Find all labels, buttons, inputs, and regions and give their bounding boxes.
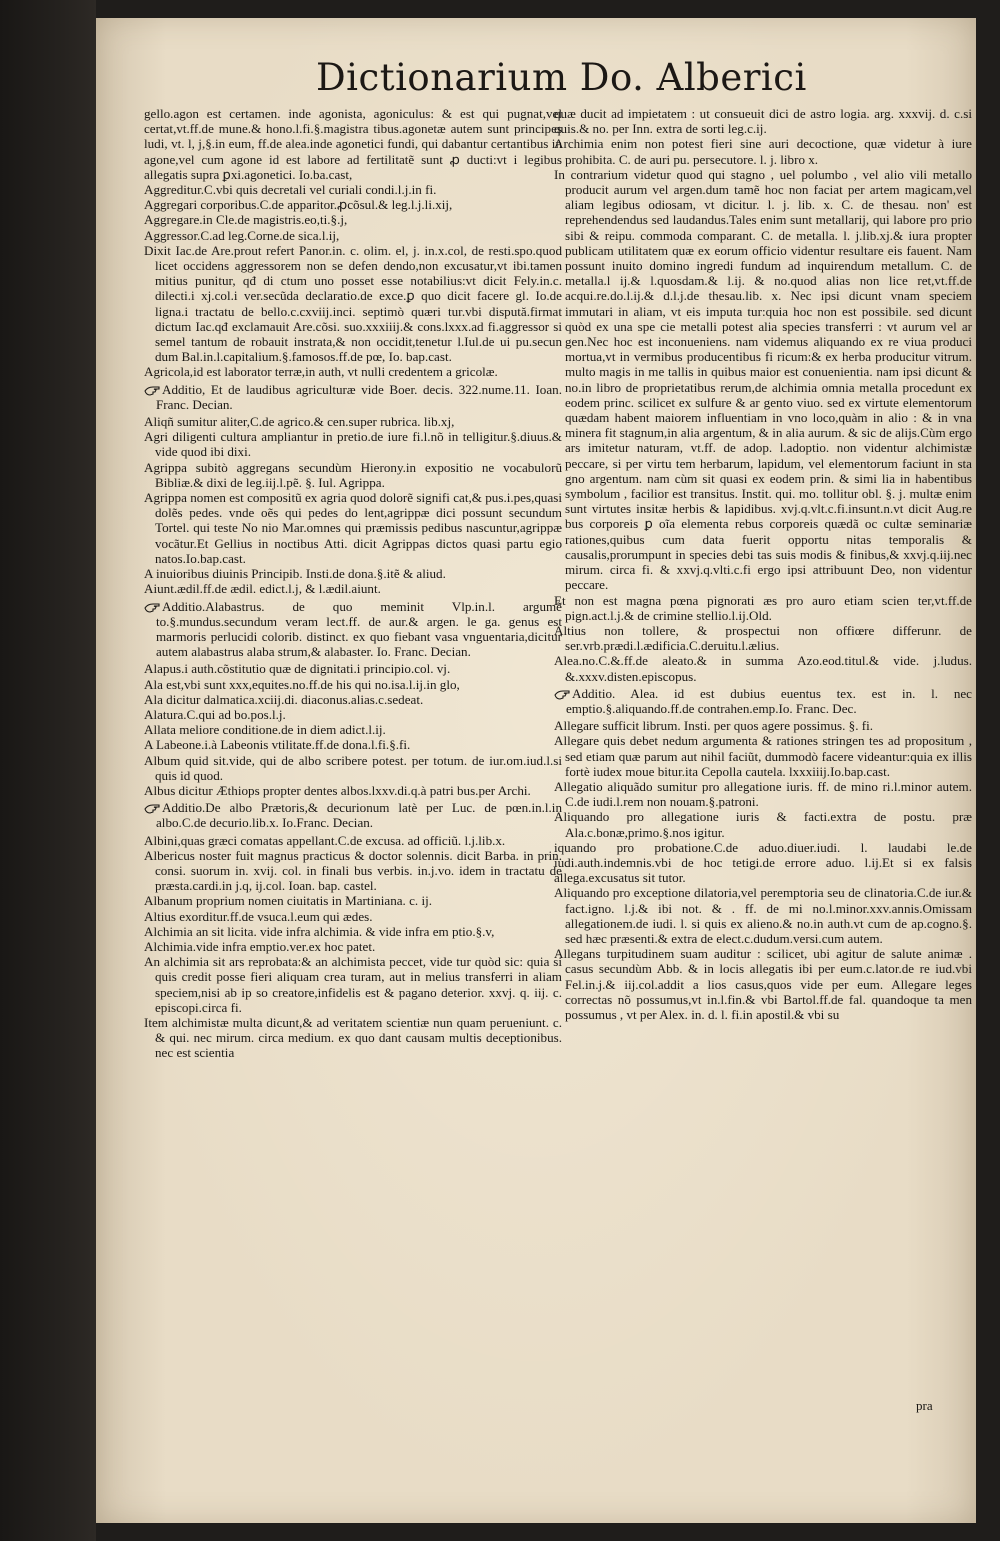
additio-entry <box>144 599 562 660</box>
entry-text: Agrippa nomen est compositũ ex agria quod dolorẽ signifi cat,& pus.i.pes,quasi dolẽs pedes. vnde oẽs qui pedes do lent,agrippæ dici possunt secundum Tortel. qui teste No nio Mar.omnes qui præmissis pedibus nascuntur,agrippæ vocãtur.Et Gellius in noctibus Atti. dicit Agrippas dictos quasi partu egio natos.Io.bap.cast. <box>144 490 562 566</box>
dictionary-entry <box>144 429 562 459</box>
entry-text: Aggregari corporibus.C.de apparitor.ꝓcõsul.& leg.l.j.li.xij, <box>144 197 453 213</box>
entry-text: Et non est magna pœna pignorati æs pro auro etiam scien ter,vt.ff.de pign.act.l.j.& de crimine stellio.l.ij.Old. <box>554 592 972 623</box>
manicule-hand-icon <box>554 686 570 701</box>
dictionary-entry <box>554 840 972 886</box>
dictionary-entry <box>144 692 562 707</box>
dictionary-entry <box>144 1015 562 1061</box>
entry-text: Allata meliore conditione.de in diem adict.l.ij. <box>144 722 386 738</box>
entry-text: Albericus noster fuit magnus practicus & doctor solennis. dicit Barba. in prin. consi. suorum in. xvij. col. in finali bus verbis. in.j.vo. idem in tractatu de præsta.cardi.in j.q, ij.col. Ioan. bap. castel. <box>144 847 562 894</box>
manicule-hand-icon <box>144 382 160 397</box>
entry-text: Albanum proprium nomen ciuitatis in Martiniana. c. ij. <box>144 893 433 909</box>
left-column <box>144 106 562 1061</box>
entry-text: Archimia enim non potest fieri sine auri decoctione, quæ videtur à iure prohibita. C. de auri pu. persecutore. l. j. libro x. <box>554 136 972 167</box>
entry-text: Alatura.C.qui ad bo.pos.l.j. <box>144 706 286 722</box>
dictionary-entry <box>144 677 562 692</box>
additio-entry <box>554 686 972 716</box>
dictionary-entry <box>144 893 562 908</box>
dictionary-entry <box>144 581 562 596</box>
dictionary-entry <box>554 167 972 593</box>
additio-entry <box>144 800 562 830</box>
entry-text: Alapus.i auth.cõstitutio quæ de dignitati.i principio.col. vj. <box>144 661 451 677</box>
entry-text: Agri diligenti cultura ampliantur in pretio.de iure fi.l.nõ in telligitur.§.diuus.& vide quod ibi dixi. <box>144 429 562 460</box>
dictionary-entry <box>144 848 562 894</box>
book-page <box>96 18 976 1523</box>
dictionary-entry <box>144 722 562 737</box>
dictionary-entry <box>144 197 562 212</box>
dictionary-entry <box>144 106 562 182</box>
entry-text: In contrarium videtur quod qui stagno , uel polumbo , vel alio vili metallo producit aurum vel argen.dum tamẽ hoc non faciat per artem magicam,vel aliam legibus odiosam, vt dicitur. l. j. lib. x. C. de thesau. non' est reprehendendus sed laudandus.Tales enim sunt metallarij, qui labore pro prio sibi & reipu. commoda comparant. C. de metalla. l. j.lib.xj.& iura propter publicam utilitatem quæ ex eorum officio videntur resultare eis fauent. Nam possunt inuito domino ingredi fundum ad inquirendum metallum. C. de metalla.l ij.& l.quosdam.& l.ij. & no.quod alias non lice ret,vt.ff.de acqui.re.do.l.ij.& d.l.j.de thesau.lib. x. Nec ipsi dicunt vnam speciem immutari in aliam, vt eis imputa tur:quia hoc non est possibile. sed dicunt quòd ex una spe cie metalli potest alia species transferri : vt aurum vel ar gen.Nec hoc est inconueniens. nam videmus aliquando ex re viua produci mortua,vt in vermibus producentibus fi ricum:& ex herba producitur vitrum. multo magis in me tallis in quibus maior est conuenientia. nam ipsi dicunt & no.in libro de proprietatibus rerum,de alchimia omnia metalla procedunt ex eodem princ. scilicet ex sulfure & ar gento viuo. sed ex virtute elementorum quædam habent maiorem influentiam in vno loco,quàm in alio : & in vna minera fit stagnum,in alia argentum, & in alia aurum. & sic de alijs.Cùm ergo ars imitetur naturam, vt.ff. de adop. l.adoptio. non videntur alchimistæ peccare, si per virtu tem herbarum, lapidum, vel elementorum faciunt in sta gno argentum. nam cùm sit quasi ex eodem prin. & simi lia in habentibus symbolum , facilior est transitus. Instit. qui. mo. tollitur obl. §. j. multæ enim sunt virtutes insitæ herbis & lapidibus. xvj.q.vlt.c.fi.insunt.n.vt dicit Aug.re bus corporeis ꝑ oĩa elementa rebus corporeis quædã oc cultæ seminariæ rationes,quibus cum data fuerit opportu nitas temporalis & causalis,prorumpunt in species debi tas suis modis & finibus,& xxvj.q.iij.nec mirum. circa fi. & xxvj.q.vlti.c.fi ergo ipsi attribuunt Deo, non videntur peccare. <box>554 166 972 593</box>
entry-text: Aggressor.C.ad leg.Corne.de sica.l.ij, <box>144 227 340 243</box>
dictionary-entry <box>144 924 562 939</box>
dictionary-entry <box>144 737 562 752</box>
dictionary-entry <box>144 414 562 429</box>
entry-text: Additio.Alabastrus. de quo meminit Vlp.in.l. argumẽ to.§.mundus.secundum veram lect.ff. de aur.& argen. le ga. genus est marmoris perlucidi colorib. distinct. ex quo fiebant vasa vnguentaria,dicitur autem alabastrus alaba strum,& alabaster. Io. Franc. Decian. <box>156 598 562 660</box>
dictionary-entry <box>144 566 562 581</box>
dictionary-entry <box>554 623 972 653</box>
dictionary-entry <box>554 593 972 623</box>
entry-text: Altius exorditur.ff.de vsuca.l.eum qui ædes. <box>144 908 373 924</box>
entry-text: Aliqñ sumitur aliter,C.de agrico.& cen.super rubrica. lib.xj, <box>144 414 455 430</box>
entry-text: Additio, Et de laudibus agriculturæ vide Boer. decis. 322.nume.11. Ioan. Franc. Decian. <box>156 381 562 412</box>
dictionary-entry <box>144 364 562 379</box>
dictionary-entry <box>554 809 972 839</box>
entry-text: Aggregare.in Cle.de magistris.eo,ti.§.j, <box>144 212 348 228</box>
manicule-hand-icon <box>144 599 160 614</box>
entry-text: Agricola,id est laborator terræ,in auth, vt nulli credentem a gricolæ. <box>144 364 498 380</box>
running-head: Dictionarium Do. Alberici <box>316 56 807 99</box>
entry-text: Ala est,vbi sunt xxx,equites.no.ff.de his qui no.isa.l.ij.in glo, <box>144 676 460 692</box>
entry-text: Allegatio aliquãdo sumitur pro allegatione iuris. ff. de mino ri.l.minor autem. C.de iudi.l.rem non nouam.§.patroni. <box>554 778 972 810</box>
entry-text: Allegare quis debet nedum argumenta & rationes stringen tes ad propositum , sed etiam quæ parum aut nihil faciũt, dummodò facere videantur:quia ex illis fortè iudex moue bitur.ita Cepolla cautela. lxxxiiij.Io.bap.cast. <box>554 733 972 779</box>
dictionary-entry <box>144 833 562 848</box>
dictionary-entry <box>554 779 972 809</box>
entry-text: quæ ducit ad impietatem : ut consueuit dici de astro logia. arg. xxxvij. d. c.si quis.& no. per Inn. extra de sorti leg.c.ij. <box>554 106 972 137</box>
dictionary-entry <box>144 182 562 197</box>
dictionary-entry <box>144 243 562 365</box>
dictionary-entry <box>144 490 562 566</box>
entry-text: Dixit Iac.de Are.prout refert Panor.in. c. olim. el, j. in.x.col, de resti.spo.quod licet occidens aggressorem non se defen dendo,non excusatur,vt ibi.tamen mitius punitur, qđ di ctum uno posset esse notabilius:vt dicit Fely.in.c. dilecti.i xj.col.i ver.secũda declaratio.de exce.ꝑ quo dicit facere gl. Io.de ligna.i tractatu de bello.c.cxviij.inci. septimò quæri tur.vbi dispută.firmat dictum Iac.qđ exclamauit Are.cõsi. suo.xxxiiij.& cons.lxxx.ad fi.aggressor si semel tantum de robauit instrata,& non occidit,tenetur l.Iul.de ui pu.secun dum Bal.in.l.capitalium.§.famosos.ff.de pœ, Io. bap.cast. <box>144 242 562 365</box>
dictionary-entry <box>144 460 562 490</box>
entry-text: A inuioribus diuinis Principib. Insti.de dona.§.itẽ & aliud. <box>144 566 446 582</box>
dictionary-entry <box>554 136 972 166</box>
additio-entry <box>144 382 562 412</box>
dictionary-entry <box>144 212 562 227</box>
entry-text: An alchimia sit ars reprobata:& an alchimista peccet, vide tur quòd sic: quia si quis credit posse fieri aliquam crea turam, aut in melius transferri in aliam speciem,nisi ab ip so creatore,infidelis est & pagano deterior. xxvj. q. iij. c. episcopi.circa fi. <box>144 954 562 1015</box>
entry-text: Aggreditur.C.vbi quis decretali vel curiali condi.l.j.in fi. <box>144 182 437 198</box>
entry-text: Item alchimistæ multa dicunt,& ad veritatem scientiæ nun quam perueniunt. c. & qui. nec mirum. circa medium. ex quo dant causam multis deceptionibus. nec est scientia <box>144 1014 562 1061</box>
entry-text: iquando pro probatione.C.de aduo.diuer.iudi. l. laudabi le.de iudi.auth.indemnis.vbi de hoc tetigi.de errore aduo. l.ij.Et si ex falsis allega.excusatus sit tutor. <box>554 839 972 886</box>
entry-text: A Labeone.i.à Labeonis vtilitate.ff.de dona.l.fi.§.fi. <box>144 737 411 753</box>
entry-text: Alea.no.C.&.ff.de aleato.& in summa Azo.eod.titul.& vide. j.ludus. &.xxxv.disten.episcopus. <box>554 653 972 684</box>
entry-text: Altius non tollere, & prospectui non offiœre differunr. de ser.vrb.prædi.l.ædificia.C.deruitu.l.ælius. <box>554 622 972 654</box>
dictionary-entry <box>144 954 562 1015</box>
dictionary-entry <box>144 909 562 924</box>
entry-text: gello.agon est certamen. inde agonista, agoniculus: & est qui pugnat,vel certat,vt.ff.de mune.& hono.l.fi.§.magistra tibus.agonetæ autem sunt principes ludi, vt. l, j,§.in eum, ff.de alea.inde agonetici fundi, qui dabantur certantibus in agone,vel cum agone id est labore ad fertilitatẽ sunt ꝓ ducti:vt i legibus allegatis supra ꝑxi.agonetici. Io.ba.cast, <box>144 106 562 182</box>
dictionary-entry <box>554 718 972 733</box>
dictionary-entry <box>144 228 562 243</box>
entry-text: Aiunt.ædil.ff.de ædil. edict.l.j, & l.ædil.aiunt. <box>144 581 381 597</box>
dictionary-entry <box>554 946 972 1022</box>
dictionary-entry <box>144 783 562 798</box>
entry-text: Aliquando pro allegatione iuris & facti.extra de postu. præ Ala.c.bonæ,primo.§.nos igitur. <box>554 809 972 840</box>
dictionary-entry <box>144 661 562 676</box>
dictionary-entry <box>554 733 972 779</box>
dictionary-entry <box>554 106 972 136</box>
entry-text: Allegans turpitudinem suam auditur : scilicet, ubi agitur de salute animæ . casus secundùm Abb. & in locis allegatis ibi per eum.c.lator.de re iud.vbi Fel.in.j.& iij.col.addit a lios casus,quos vide per eum. Allegare leges correctas nõ possumus,vt in.l.fin.& vbi Bartol.ff.de fal. quandoque ta men possumus , vt per Alex. in. d. l. fi.in apostil.& vbi su <box>554 946 972 1022</box>
entry-text: Albus dicitur Æthiops propter dentes albos.lxxv.di.q.à patri bus.per Archi. <box>144 782 531 798</box>
entry-text: Albini,quas græci comatas appellant.C.de excusa. ad officiũ. l.j.lib.x. <box>144 832 506 848</box>
entry-text: Album quid sit.vide, qui de albo scribere potest. per totum. de iur.om.iud.l.si quis id quod. <box>144 752 562 783</box>
entry-text: Additio.De albo Prætoris,& decurionum latè per Luc. de pœn.in.l.in albo.C.de decurio.lib.x. Io.Franc. Decian. <box>156 800 562 831</box>
dictionary-entry <box>144 707 562 722</box>
dictionary-entry <box>554 653 972 683</box>
entry-text: Allegare sufficit librum. Insti. per quos agere possimus. §. fi. <box>554 718 874 734</box>
dictionary-entry <box>144 753 562 783</box>
manicule-hand-icon <box>144 800 160 815</box>
entry-text: Additio. Alea. id est dubius euentus tex. est in. l. nec emptio.§.aliquando.ff.de contrahen.emp.Io. Franc. Dec. <box>566 685 972 716</box>
entry-text: Aliquando pro exceptione dilatoria,vel peremptoria seu de clinatoria.C.de iur.& fact.igno. l.j.& ibi not. & . ff. de mi no.l.minor.xxv.annis.Omissam allegationem.de iudi. l. si quis ex alieno.& no.in auth.vt cum de ap.cogno.§. sed hæc præsenti.& extra de elect.c.dudum.versi.cum autem. <box>554 885 972 946</box>
right-column <box>554 106 972 1022</box>
dictionary-entry <box>144 939 562 954</box>
entry-text: Agrippa subitò aggregans secundùm Hierony.in expositio ne vocabulorũ Bibliæ.& dixi de leg.iij.l.pẽ. §. Iul. Agrippa. <box>144 459 562 490</box>
dictionary-entry <box>554 885 972 946</box>
entry-text: Alchimia an sit licita. vide infra alchimia. & vide infra em ptio.§.v, <box>144 923 495 939</box>
entry-text: Ala dicitur dalmatica.xciij.di. diaconus.alias.c.sedeat. <box>144 691 424 707</box>
catchword: pra <box>916 1398 933 1413</box>
entry-text: Alchimia.vide infra emptio.ver.ex hoc patet. <box>144 938 376 954</box>
book-spine-edge <box>0 0 96 1541</box>
